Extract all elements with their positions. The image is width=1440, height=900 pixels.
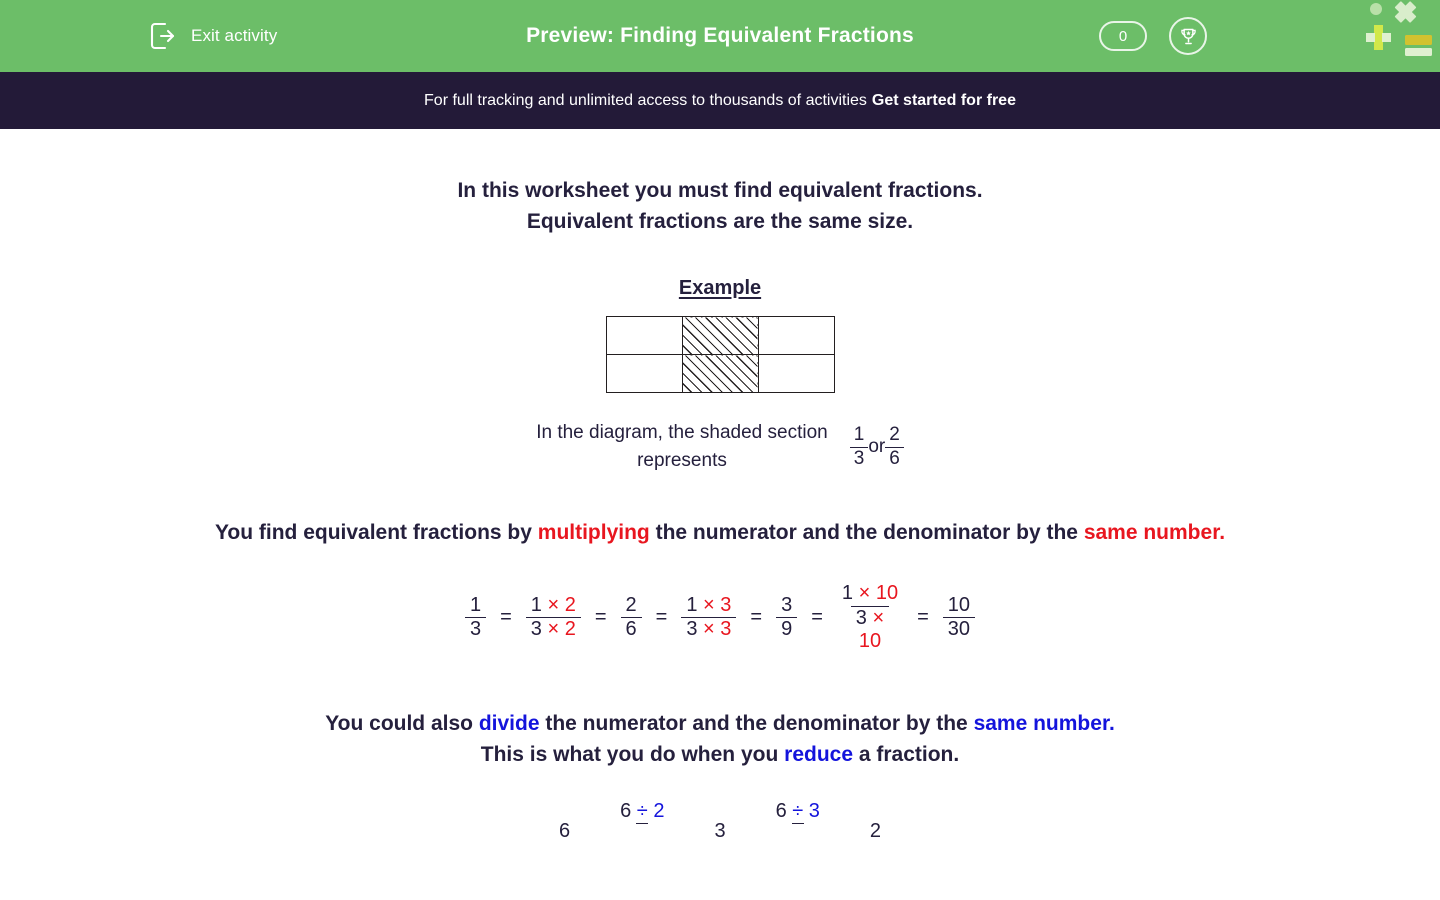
divide-value-2: 3 xyxy=(714,819,726,842)
denominator xyxy=(681,617,736,642)
same-number-keyword: same number. xyxy=(1083,521,1226,544)
denominator-base: 3 xyxy=(855,606,867,629)
same-number-keyword: same number. xyxy=(973,711,1115,735)
equation-fraction-5 xyxy=(776,594,797,642)
numerator-base: 6 xyxy=(775,799,787,822)
denominator-operator: × xyxy=(872,606,885,629)
reduce-keyword: reduce xyxy=(784,742,854,766)
reduce-text-part-2: a fraction. xyxy=(853,742,960,766)
equation-fraction-1 xyxy=(465,594,486,642)
divide-value-1: 6 xyxy=(558,819,571,842)
divide-value-3: 2 xyxy=(869,819,882,842)
denominator-multiplier: 10 xyxy=(858,630,882,653)
represents-fractions xyxy=(850,424,904,470)
exit-activity-label: Exit activity xyxy=(191,26,278,45)
numerator: 2 xyxy=(889,424,900,446)
denominator-multiplier: × 2 xyxy=(547,618,576,641)
numerator-base: 1 xyxy=(686,593,698,616)
fraction-grid xyxy=(606,316,835,393)
denominator-base: 3 xyxy=(686,618,698,641)
denominator: 3 xyxy=(465,617,486,642)
divide-equation-chain xyxy=(0,800,1440,844)
represents-line-1: In the diagram, the shaded section xyxy=(536,422,828,443)
denominator-line-1 xyxy=(856,607,884,631)
worksheet-content xyxy=(0,129,1440,843)
equation-fraction-4 xyxy=(681,594,736,642)
numerator: 1 xyxy=(469,593,482,616)
numerator-base: 1 xyxy=(841,582,854,604)
fraction-diagram xyxy=(0,316,1440,393)
or-label: or xyxy=(868,436,886,457)
grid-row xyxy=(606,355,834,393)
equation-fraction-2 xyxy=(526,594,581,642)
represents-text xyxy=(536,419,828,475)
promo-cta-link[interactable]: Get started for free xyxy=(871,91,1016,109)
numerator: 3 xyxy=(781,593,793,616)
multiply-text-part-1: You find equivalent fractions by xyxy=(214,521,538,544)
page-title: Preview: Finding Equivalent Fractions xyxy=(526,24,914,47)
numerator-multiplier: × 3 xyxy=(703,593,732,616)
represents-row xyxy=(0,419,1440,475)
equation-fraction-7 xyxy=(943,594,975,642)
equals-sign: = xyxy=(655,606,668,629)
example-heading: Example xyxy=(678,277,762,299)
numerator xyxy=(770,800,826,824)
grid-cell-empty xyxy=(758,355,834,393)
app-header xyxy=(0,0,1440,72)
numerator-multiplier: × 2 xyxy=(547,593,576,616)
equals-sign: = xyxy=(500,606,512,629)
denominator-multiplier: × 3 xyxy=(703,618,732,641)
denominator: 9 xyxy=(776,617,797,642)
denominator xyxy=(636,823,648,843)
denominator xyxy=(851,606,889,654)
divide-line-group-1 xyxy=(0,708,1440,739)
numerator: 1 xyxy=(853,424,865,446)
score-badge[interactable] xyxy=(1099,21,1147,51)
numerator-base: 6 xyxy=(620,799,632,822)
trophy-icon xyxy=(1178,26,1199,47)
multiply-equation-chain xyxy=(0,582,1440,654)
denominator xyxy=(792,823,804,843)
numerator xyxy=(614,800,670,824)
divide-keyword: divide xyxy=(478,711,540,735)
divide-paragraph xyxy=(0,708,1440,770)
divide-fraction-1 xyxy=(614,800,670,844)
score-value: 0 xyxy=(1118,27,1128,45)
grid-cell-empty xyxy=(758,317,834,355)
grid-cell-empty xyxy=(606,355,682,393)
header-actions xyxy=(1099,17,1207,55)
numerator-multiplier: × 10 xyxy=(858,582,899,604)
numerator: 2 xyxy=(625,593,637,616)
divide-text-part-2: the numerator and the denominator by the xyxy=(539,711,974,735)
numerator-divisor: ÷ 2 xyxy=(636,799,665,822)
multiply-paragraph xyxy=(0,517,1440,548)
multiply-keyword: multiplying xyxy=(537,521,650,544)
promo-banner xyxy=(0,72,1440,129)
denominator xyxy=(526,617,581,642)
equals-sign: = xyxy=(917,606,929,629)
equation-fraction-6 xyxy=(837,582,903,654)
multiply-text-part-2: the numerator and the denominator by the xyxy=(649,521,1084,544)
equals-sign: = xyxy=(750,606,763,629)
denominator: 30 xyxy=(943,617,975,642)
numerator xyxy=(526,594,581,618)
grid-cell-shaded xyxy=(682,317,758,355)
numerator-divisor: ÷ 3 xyxy=(792,799,820,822)
grid-cell-shaded xyxy=(682,355,758,393)
divide-line-group-2 xyxy=(0,739,1440,770)
numerator: 10 xyxy=(947,593,970,616)
promo-text: For full tracking and unlimited access to thousands of activities xyxy=(424,91,867,109)
trophy-button[interactable] xyxy=(1169,17,1207,55)
denominator: 3 xyxy=(850,447,869,470)
denominator: 6 xyxy=(885,447,904,470)
grid-row xyxy=(606,317,834,355)
intro-line-2: Equivalent fractions are the same size. xyxy=(526,210,914,233)
grid-cell-empty xyxy=(606,317,682,355)
worksheet-intro xyxy=(0,175,1440,237)
equals-sign: = xyxy=(811,606,823,629)
denominator: 6 xyxy=(621,617,642,642)
divide-text-part-1: You could also xyxy=(325,711,479,735)
equation-fraction-3 xyxy=(621,594,642,642)
fraction-one-third xyxy=(850,424,869,470)
numerator xyxy=(681,594,736,618)
numerator xyxy=(837,582,903,606)
intro-line-1: In this worksheet you must find equivalent fractions. xyxy=(457,179,983,202)
denominator-base: 3 xyxy=(530,618,542,641)
equals-sign: = xyxy=(594,606,607,629)
numerator-base: 1 xyxy=(530,593,542,616)
divide-fraction-2 xyxy=(770,800,826,844)
fraction-two-sixths xyxy=(885,424,904,470)
reduce-text-part-1: This is what you do when you xyxy=(480,742,785,766)
represents-line-2: represents xyxy=(637,450,727,471)
